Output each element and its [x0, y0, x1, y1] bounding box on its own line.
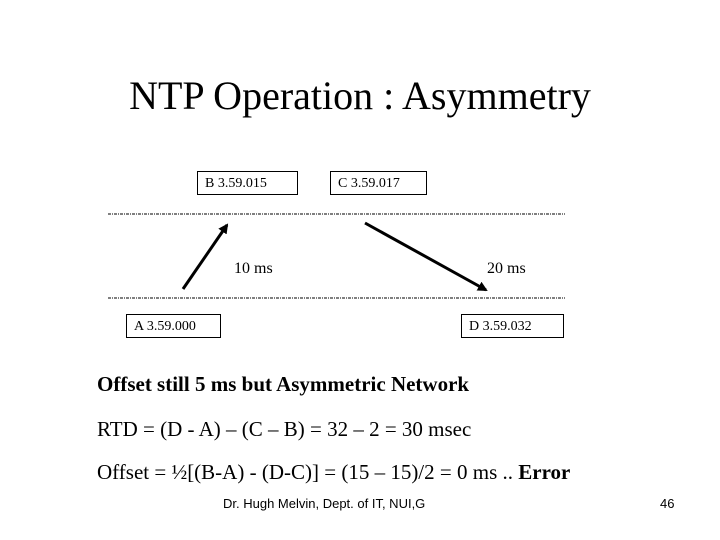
offset-formula-text: Offset = ½[(B-A) - (D-C)] = (15 – 15)/2 = 0 ms .. [97, 460, 519, 484]
delay-label-request: 10 ms [234, 260, 273, 277]
timestamp-a-box: A 3.59.000 [126, 314, 221, 338]
rtd-formula: RTD = (D - A) – (C – B) = 32 – 2 = 30 msec [97, 417, 472, 441]
timestamp-b-box: B 3.59.015 [197, 171, 298, 195]
slide-title: NTP Operation : Asymmetry [129, 73, 591, 118]
page-number: 46 [660, 496, 675, 511]
response-arrow [365, 223, 486, 290]
timestamp-c-box: C 3.59.017 [330, 171, 427, 195]
offset-formula [97, 458, 570, 486]
delay-label-response: 20 ms [487, 260, 526, 277]
timestamp-d-box: D 3.59.032 [461, 314, 564, 338]
slide-footer: Dr. Hugh Melvin, Dept. of IT, NUI,G [223, 496, 426, 511]
request-arrow [183, 225, 227, 289]
offset-statement: Offset still 5 ms but Asymmetric Network [97, 372, 470, 396]
error-label: Error [518, 460, 571, 484]
